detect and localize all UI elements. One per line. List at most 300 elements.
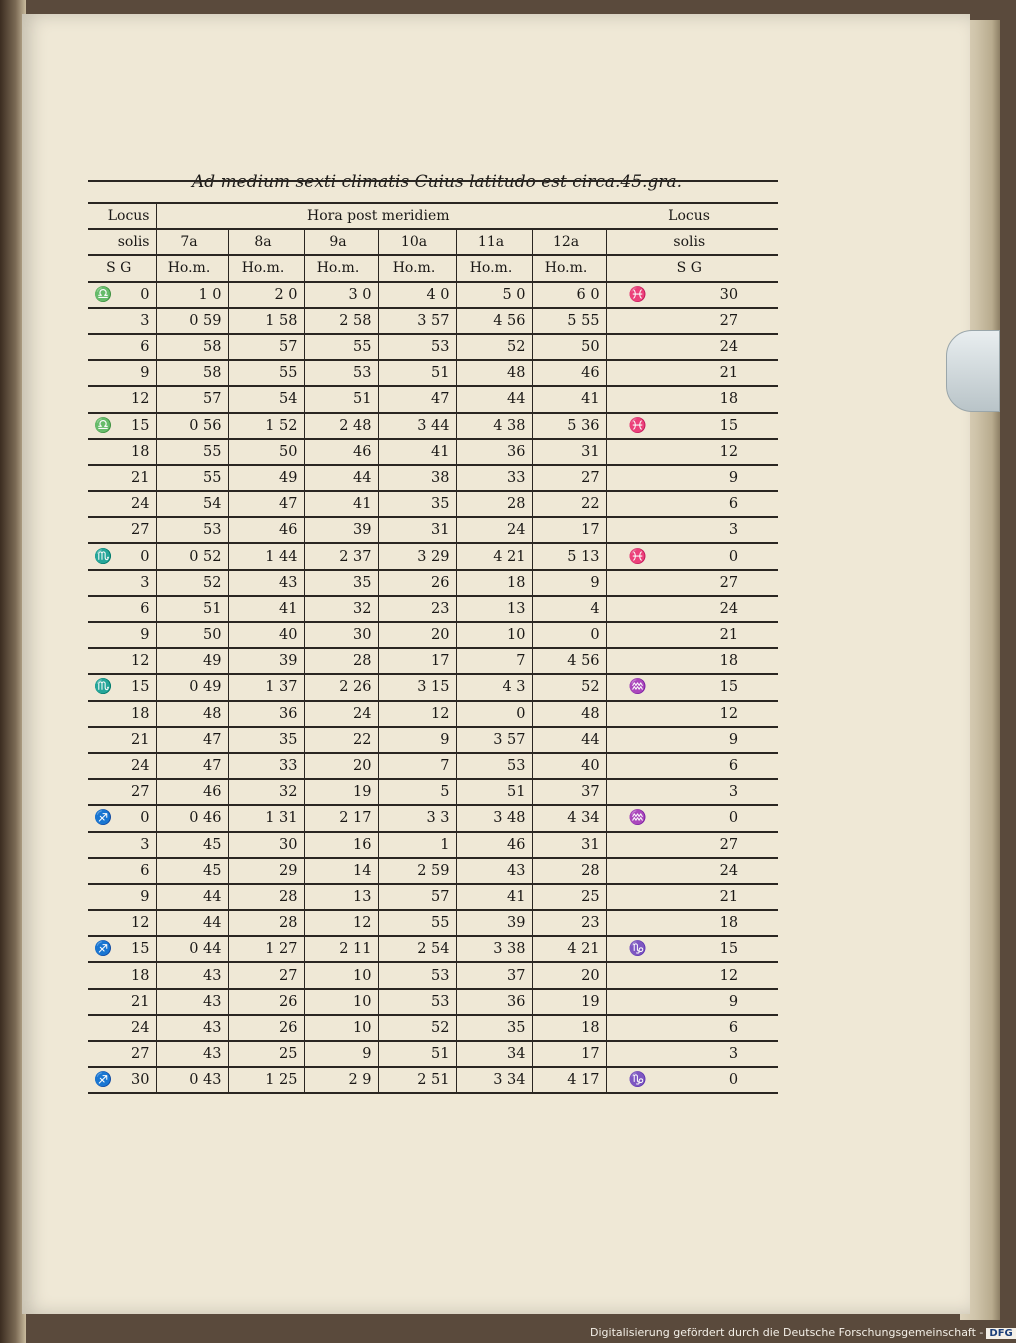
- hour-value-cell: 51: [456, 779, 532, 805]
- locus-right-cell: [606, 858, 778, 884]
- hour-value-cell: 3 57: [456, 727, 532, 753]
- hour-value-cell: 25: [228, 1041, 304, 1067]
- hour-value-cell: 51: [156, 596, 228, 622]
- hour-value-cell: 17: [532, 517, 606, 543]
- table-row: [88, 596, 778, 622]
- hour-value-cell: 55: [304, 334, 378, 360]
- table-row: [88, 465, 778, 491]
- hour-value-cell: 48: [456, 360, 532, 386]
- table-row: [88, 308, 778, 334]
- footer-credit: [590, 1326, 1016, 1339]
- hour-value-cell: 52: [456, 334, 532, 360]
- table-row: [88, 491, 778, 517]
- locus-left-cell: [88, 989, 156, 1015]
- degree-left: 27: [131, 522, 150, 539]
- degree-right: 6: [728, 496, 739, 513]
- table-row: [88, 648, 778, 674]
- hour-header: 7a: [156, 229, 228, 255]
- table-row: [88, 727, 778, 753]
- hour-value-cell: 35: [228, 727, 304, 753]
- hour-value-cell: 2 26: [304, 674, 378, 700]
- zodiac-sign-right: ♑: [628, 1071, 647, 1089]
- locus-right-header: Locus: [606, 203, 778, 229]
- hour-value-cell: 41: [304, 491, 378, 517]
- hour-value-cell: 50: [532, 334, 606, 360]
- locus-right-cell: [606, 910, 778, 936]
- hour-value-cell: 4 38: [456, 413, 532, 439]
- hora-header: Hora post meridiem: [156, 203, 606, 229]
- hour-value-cell: 51: [378, 1041, 456, 1067]
- hour-value-cell: 38: [378, 465, 456, 491]
- hour-value-cell: 35: [378, 491, 456, 517]
- table-row: [88, 439, 778, 465]
- degree-left: 12: [131, 391, 150, 408]
- locus-right-cell: [606, 936, 778, 962]
- hour-value-cell: 39: [304, 517, 378, 543]
- locus-left-cell: [88, 701, 156, 727]
- hour-value-cell: 49: [228, 465, 304, 491]
- hour-value-cell: 0 59: [156, 308, 228, 334]
- locus-right-cell: [606, 465, 778, 491]
- hour-value-cell: 27: [228, 962, 304, 988]
- zodiac-sign-right: ♓: [628, 416, 647, 434]
- degree-left: 3: [140, 574, 150, 591]
- header-row-2: [88, 229, 778, 255]
- locus-right-cell: [606, 753, 778, 779]
- degree-left: 24: [131, 1019, 150, 1036]
- ho-m-header: Ho.m.: [456, 255, 532, 281]
- degree-left: 9: [140, 888, 150, 905]
- degree-left: 3: [140, 312, 150, 329]
- locus-left-cell: [88, 543, 156, 569]
- hour-value-cell: 34: [456, 1041, 532, 1067]
- hour-value-cell: 4 56: [456, 308, 532, 334]
- hour-value-cell: 25: [532, 884, 606, 910]
- degree-right: 24: [719, 339, 739, 356]
- locus-right-cell: [606, 1067, 778, 1093]
- hour-value-cell: 1 0: [156, 282, 228, 308]
- degree-left: 12: [131, 915, 150, 932]
- degree-left: 15: [131, 679, 150, 696]
- degree-right: 15: [719, 417, 739, 434]
- degree-left: 12: [131, 653, 150, 670]
- hour-value-cell: 4 17: [532, 1067, 606, 1093]
- hour-value-cell: 5 13: [532, 543, 606, 569]
- hour-value-cell: 17: [378, 648, 456, 674]
- hour-value-cell: 46: [156, 779, 228, 805]
- degree-right: 15: [719, 941, 739, 958]
- hour-value-cell: 53: [304, 360, 378, 386]
- locus-left-cell: [88, 962, 156, 988]
- hour-value-cell: 37: [456, 962, 532, 988]
- hour-value-cell: 43: [156, 1041, 228, 1067]
- degree-left: 21: [131, 469, 150, 486]
- locus-left-header: Locus: [88, 203, 156, 229]
- degree-right: 27: [719, 312, 739, 329]
- zodiac-sign-right: ♒: [628, 678, 647, 696]
- hour-value-cell: 0: [456, 701, 532, 727]
- hour-value-cell: 47: [156, 753, 228, 779]
- degree-right: 30: [719, 286, 739, 303]
- locus-right-cell: [606, 779, 778, 805]
- hour-value-cell: 46: [228, 517, 304, 543]
- degree-right: 18: [719, 915, 739, 932]
- degree-right: 6: [728, 1019, 739, 1036]
- hour-value-cell: 55: [378, 910, 456, 936]
- locus-left-cell: [88, 648, 156, 674]
- hour-value-cell: 30: [304, 622, 378, 648]
- hour-value-cell: 27: [532, 465, 606, 491]
- hour-value-cell: 28: [304, 648, 378, 674]
- degree-left: 6: [140, 600, 150, 617]
- locus-left-cell: [88, 439, 156, 465]
- hour-value-cell: 43: [156, 1015, 228, 1041]
- hour-value-cell: 0 56: [156, 413, 228, 439]
- hour-value-cell: 3 0: [304, 282, 378, 308]
- hour-value-cell: 28: [228, 884, 304, 910]
- hour-value-cell: 52: [156, 570, 228, 596]
- locus-left-cell: [88, 858, 156, 884]
- locus-left-cell: [88, 1067, 156, 1093]
- table-row: [88, 386, 778, 412]
- hour-value-cell: 44: [532, 727, 606, 753]
- locus-left-cell: [88, 1015, 156, 1041]
- degree-right: 24: [719, 600, 739, 617]
- hour-value-cell: 2 11: [304, 936, 378, 962]
- hour-value-cell: 41: [532, 386, 606, 412]
- hour-value-cell: 24: [304, 701, 378, 727]
- hour-value-cell: 0 44: [156, 936, 228, 962]
- locus-right-cell: [606, 832, 778, 858]
- locus-right-cell: [606, 439, 778, 465]
- hour-value-cell: 26: [228, 989, 304, 1015]
- zodiac-sign-right: ♑: [628, 940, 647, 958]
- hour-value-cell: 7: [456, 648, 532, 674]
- locus-left-cell: [88, 727, 156, 753]
- locus-right-cell: [606, 570, 778, 596]
- hour-value-cell: 26: [228, 1015, 304, 1041]
- ephemeris-table-wrap: [88, 202, 778, 1094]
- hour-value-cell: 14: [304, 858, 378, 884]
- hour-value-cell: 5 55: [532, 308, 606, 334]
- locus-left-cell: [88, 674, 156, 700]
- header-row-3: [88, 255, 778, 281]
- hour-value-cell: 55: [156, 439, 228, 465]
- degree-left: 0: [140, 548, 150, 565]
- hour-value-cell: 10: [456, 622, 532, 648]
- table-row: [88, 832, 778, 858]
- locus-left-cell: [88, 334, 156, 360]
- locus-left-cell: [88, 910, 156, 936]
- locus-right-cell: [606, 884, 778, 910]
- locus-right-cell: [606, 308, 778, 334]
- locus-right-cell: [606, 413, 778, 439]
- hour-value-cell: 10: [304, 1015, 378, 1041]
- degree-right: 12: [719, 443, 739, 460]
- degree-left: 18: [131, 443, 150, 460]
- hour-value-cell: 46: [456, 832, 532, 858]
- locus-right-cell: [606, 622, 778, 648]
- zodiac-sign-left: ♏: [94, 547, 113, 565]
- hour-value-cell: 3 38: [456, 936, 532, 962]
- table-row: [88, 570, 778, 596]
- hour-value-cell: 36: [456, 989, 532, 1015]
- hour-value-cell: 3 3: [378, 805, 456, 831]
- hour-value-cell: 55: [228, 360, 304, 386]
- hour-value-cell: 44: [156, 884, 228, 910]
- hour-value-cell: 37: [532, 779, 606, 805]
- hour-value-cell: 39: [228, 648, 304, 674]
- hour-value-cell: 43: [156, 962, 228, 988]
- table-row: [88, 858, 778, 884]
- hour-value-cell: 31: [532, 439, 606, 465]
- locus-right-cell: [606, 360, 778, 386]
- degree-right: 15: [719, 679, 739, 696]
- degree-left: 21: [131, 993, 150, 1010]
- table-row: [88, 936, 778, 962]
- page-title: Ad medium sexti climatis Cuius latitudo est circa.45.gra.: [192, 172, 682, 192]
- header-row-1: [88, 203, 778, 229]
- table-row: [88, 543, 778, 569]
- table-row: [88, 989, 778, 1015]
- table-row: [88, 884, 778, 910]
- locus-right-cell: [606, 334, 778, 360]
- hour-value-cell: 0 46: [156, 805, 228, 831]
- degree-right: 21: [719, 888, 739, 905]
- hour-value-cell: 2 48: [304, 413, 378, 439]
- hour-value-cell: 13: [304, 884, 378, 910]
- degree-right: 21: [719, 627, 739, 644]
- locus-right-cell: [606, 491, 778, 517]
- hour-value-cell: 53: [378, 989, 456, 1015]
- hour-value-cell: 46: [532, 360, 606, 386]
- locus-left-cell: [88, 308, 156, 334]
- zodiac-sign-left: ♎: [94, 416, 113, 434]
- table-row: [88, 910, 778, 936]
- degree-right: 12: [719, 967, 739, 984]
- hour-value-cell: 43: [156, 989, 228, 1015]
- hour-value-cell: 4 34: [532, 805, 606, 831]
- hour-value-cell: 12: [378, 701, 456, 727]
- solis-right-header: solis: [606, 229, 778, 255]
- hour-value-cell: 39: [456, 910, 532, 936]
- degree-right: 24: [719, 862, 739, 879]
- hour-value-cell: 2 17: [304, 805, 378, 831]
- degree-right: 12: [719, 705, 739, 722]
- hour-value-cell: 19: [532, 989, 606, 1015]
- hour-value-cell: 1 37: [228, 674, 304, 700]
- locus-right-cell: [606, 701, 778, 727]
- degree-left: 0: [140, 810, 150, 827]
- hour-value-cell: 52: [532, 674, 606, 700]
- hour-value-cell: 51: [378, 360, 456, 386]
- hour-value-cell: 5: [378, 779, 456, 805]
- hour-value-cell: 3 34: [456, 1067, 532, 1093]
- zodiac-sign-left: ♏: [94, 678, 113, 696]
- hour-value-cell: 53: [456, 753, 532, 779]
- hour-value-cell: 4 0: [378, 282, 456, 308]
- footer-text: Digitalisierung gefördert durch die Deutsche Forschungsgemeinschaft -: [590, 1326, 984, 1339]
- table-row: [88, 753, 778, 779]
- hour-value-cell: 47: [378, 386, 456, 412]
- hour-value-cell: 41: [378, 439, 456, 465]
- hour-value-cell: 29: [228, 858, 304, 884]
- hour-value-cell: 53: [378, 962, 456, 988]
- hour-value-cell: 43: [456, 858, 532, 884]
- degree-right: 18: [719, 653, 739, 670]
- zodiac-sign-left: ♐: [94, 1071, 113, 1089]
- hour-value-cell: 2 59: [378, 858, 456, 884]
- hour-value-cell: 48: [156, 701, 228, 727]
- locus-right-cell: [606, 1015, 778, 1041]
- hour-value-cell: 28: [228, 910, 304, 936]
- table-row: [88, 1015, 778, 1041]
- locus-right-cell: [606, 543, 778, 569]
- zodiac-sign-left: ♎: [94, 285, 113, 303]
- hour-value-cell: 24: [456, 517, 532, 543]
- zodiac-sign-left: ♐: [94, 940, 113, 958]
- table-row: [88, 517, 778, 543]
- hour-value-cell: 23: [378, 596, 456, 622]
- locus-left-cell: [88, 465, 156, 491]
- locus-left-cell: [88, 936, 156, 962]
- table-row: [88, 1067, 778, 1093]
- hour-value-cell: 1 25: [228, 1067, 304, 1093]
- hour-value-cell: 35: [456, 1015, 532, 1041]
- hour-value-cell: 44: [456, 386, 532, 412]
- hour-value-cell: 18: [456, 570, 532, 596]
- degree-left: 27: [131, 784, 150, 801]
- table-row: [88, 360, 778, 386]
- hour-value-cell: 3 15: [378, 674, 456, 700]
- hour-value-cell: 20: [532, 962, 606, 988]
- hour-value-cell: 1 52: [228, 413, 304, 439]
- hour-value-cell: 57: [228, 334, 304, 360]
- table-row: [88, 805, 778, 831]
- hour-value-cell: 20: [304, 753, 378, 779]
- hour-value-cell: 49: [156, 648, 228, 674]
- hour-header: 9a: [304, 229, 378, 255]
- dfg-logo: DFG: [986, 1328, 1015, 1339]
- degree-right: 3: [728, 522, 739, 539]
- degree-right: 0: [728, 548, 739, 565]
- zodiac-sign-right: ♓: [628, 285, 647, 303]
- hour-value-cell: 41: [456, 884, 532, 910]
- table-row: [88, 282, 778, 308]
- hour-value-cell: 41: [228, 596, 304, 622]
- hour-value-cell: 43: [228, 570, 304, 596]
- degree-left: 18: [131, 967, 150, 984]
- hour-value-cell: 47: [228, 491, 304, 517]
- degree-left: 15: [131, 417, 150, 434]
- hour-value-cell: 51: [304, 386, 378, 412]
- degree-left: 6: [140, 862, 150, 879]
- locus-right-cell: [606, 386, 778, 412]
- locus-right-cell: [606, 1041, 778, 1067]
- sg-left-header: S G: [88, 255, 156, 281]
- hour-value-cell: 54: [228, 386, 304, 412]
- page-clip: [946, 330, 1000, 412]
- ho-m-header: Ho.m.: [304, 255, 378, 281]
- degree-right: 18: [719, 391, 739, 408]
- table-row: [88, 701, 778, 727]
- hour-value-cell: 47: [156, 727, 228, 753]
- hour-value-cell: 46: [304, 439, 378, 465]
- hour-value-cell: 33: [228, 753, 304, 779]
- hour-value-cell: 12: [304, 910, 378, 936]
- hour-value-cell: 9: [532, 570, 606, 596]
- hour-value-cell: 35: [304, 570, 378, 596]
- table-row: [88, 622, 778, 648]
- locus-left-cell: [88, 779, 156, 805]
- hour-value-cell: 6 0: [532, 282, 606, 308]
- hour-value-cell: 2 51: [378, 1067, 456, 1093]
- hour-value-cell: 48: [532, 701, 606, 727]
- hour-value-cell: 44: [304, 465, 378, 491]
- locus-left-cell: [88, 753, 156, 779]
- sg-right-header: S G: [606, 255, 778, 281]
- hour-value-cell: 5 0: [456, 282, 532, 308]
- hour-value-cell: 1 58: [228, 308, 304, 334]
- table-row: [88, 779, 778, 805]
- title-rule: [88, 180, 778, 182]
- hour-value-cell: 10: [304, 962, 378, 988]
- ho-m-header: Ho.m.: [378, 255, 456, 281]
- locus-left-cell: [88, 386, 156, 412]
- hour-value-cell: 53: [156, 517, 228, 543]
- table-body: [88, 282, 778, 1094]
- hour-value-cell: 2 58: [304, 308, 378, 334]
- hour-value-cell: 53: [378, 334, 456, 360]
- hour-header: 10a: [378, 229, 456, 255]
- ephemeris-table: [88, 202, 778, 1094]
- table-row: [88, 674, 778, 700]
- zodiac-sign-left: ♐: [94, 809, 113, 827]
- locus-left-cell: [88, 622, 156, 648]
- locus-right-cell: [606, 674, 778, 700]
- degree-left: 9: [140, 365, 150, 382]
- locus-left-cell: [88, 596, 156, 622]
- locus-left-cell: [88, 832, 156, 858]
- locus-left-cell: [88, 282, 156, 308]
- hour-value-cell: 32: [228, 779, 304, 805]
- solis-left-header: solis: [88, 229, 156, 255]
- hour-value-cell: 16: [304, 832, 378, 858]
- hour-value-cell: 3 57: [378, 308, 456, 334]
- hour-value-cell: 28: [456, 491, 532, 517]
- table-row: [88, 334, 778, 360]
- locus-right-cell: [606, 596, 778, 622]
- hour-value-cell: 57: [156, 386, 228, 412]
- degree-left: 27: [131, 1046, 150, 1063]
- degree-left: 18: [131, 705, 150, 722]
- locus-left-cell: [88, 491, 156, 517]
- hour-value-cell: 58: [156, 334, 228, 360]
- table-row: [88, 413, 778, 439]
- hour-value-cell: 19: [304, 779, 378, 805]
- hour-value-cell: 13: [456, 596, 532, 622]
- degree-right: 0: [728, 810, 739, 827]
- hour-value-cell: 57: [378, 884, 456, 910]
- locus-right-cell: [606, 648, 778, 674]
- hour-value-cell: 31: [378, 517, 456, 543]
- hour-value-cell: 0 43: [156, 1067, 228, 1093]
- degree-right: 9: [728, 731, 739, 748]
- locus-right-cell: [606, 989, 778, 1015]
- locus-left-cell: [88, 517, 156, 543]
- ho-m-header: Ho.m.: [156, 255, 228, 281]
- hour-value-cell: 4 56: [532, 648, 606, 674]
